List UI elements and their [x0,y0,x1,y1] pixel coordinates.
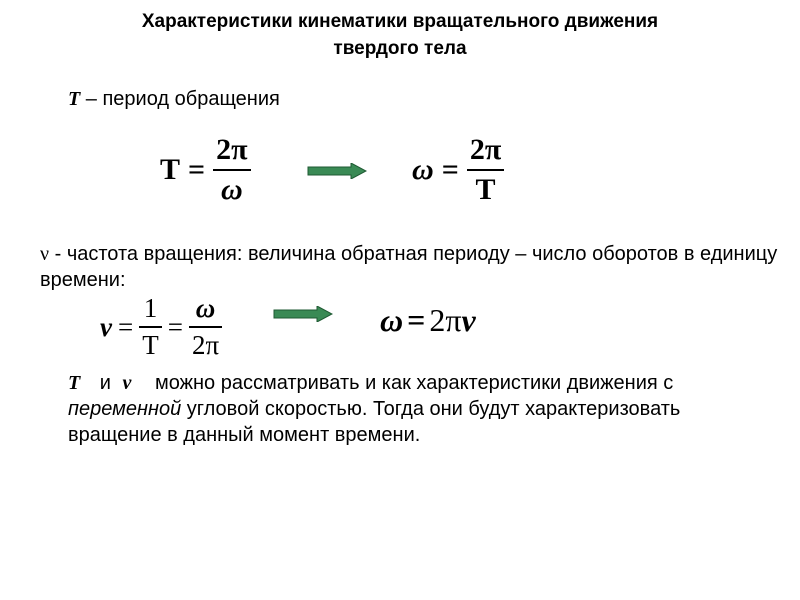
note-conjunction: и [99,372,111,394]
note-text-a: можно рассматривать и как характеристики движения с [154,372,674,394]
formula1-equals: = [188,153,206,186]
formula2-equals: = [441,153,459,186]
period-symbol: T [68,88,81,110]
formula3-equals-1: = [117,311,134,342]
note-italic-word: переменной [68,398,182,420]
formula2-lhs: ω [412,153,434,186]
formula-angular-velocity [412,134,504,206]
frequency-text: - частота вращения: величина обратная периоду – число оборотов в единицу времени: [40,243,778,291]
period-label: – период обращения [80,88,280,110]
formula3-fraction-2 [189,293,222,361]
formula4-lhs: ω [380,302,404,338]
formula1-lhs: T [160,153,181,186]
formula4-coef: 2π [429,302,462,338]
formula3-numerator-1: 1 [143,293,158,323]
formula4-equals: = [407,302,426,338]
note-paragraph [68,370,768,448]
formula3-denominator-2: 2π [191,330,220,360]
frequency-definition [40,241,780,293]
period-definition [68,86,280,112]
note-symbol-nu: ν [122,372,132,394]
formula3-numerator-2: ω [195,293,216,323]
arrow-right-icon [307,163,367,179]
title-line-2: твердого тела [333,38,467,59]
formula-frequency [100,292,222,362]
formula1-fraction [213,133,250,207]
formula2-denominator: T [475,173,496,206]
formula3-fraction-1 [139,293,162,361]
arrow-right-icon-2 [273,306,333,322]
frequency-symbol: ν [40,243,50,265]
formula2-numerator: 2π [469,133,502,166]
formula1-denominator: ω [220,173,243,206]
title-line-1: Характеристики кинематики вращательного движения [141,11,659,32]
formula4-var: ν [461,302,476,338]
note-symbol-T: T [68,372,81,394]
formula3-denominator-1: T [142,330,159,360]
formula2-fraction [467,133,504,207]
formula3-lhs: ν [100,311,112,342]
formula3-equals-2: = [167,311,183,342]
slide-title [0,8,800,62]
formula1-numerator: 2π [216,133,248,166]
formula-omega-frequency [380,300,476,340]
note-text-b: угловой скоростью. Тогда они будут характеризовать вращение в данный момент времени. [68,398,681,446]
formula-period [160,134,251,206]
